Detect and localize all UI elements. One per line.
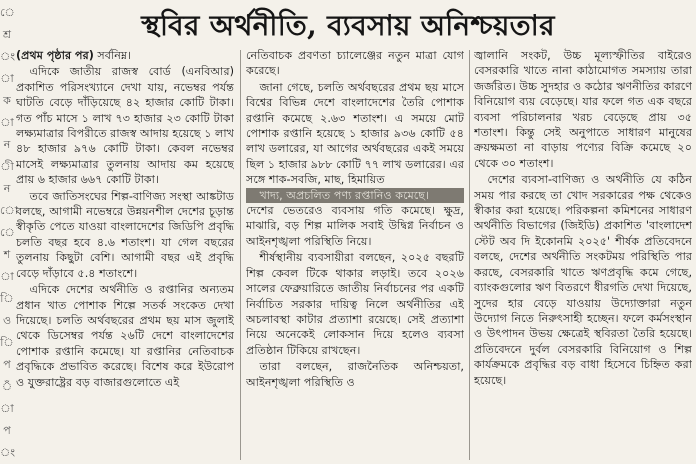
fragment-glyph: ও — [2, 314, 12, 327]
paragraph: এদিকে দেশের অর্থনীতি ও রপ্তানির অন্যতম প্রধান খাত পোশাক শিল্পে সতর্ক সংকেত দেখা দিয়েছে। চলতি অর্থবছরের প্রথম ছয় মাস জুলাই থেকে ডিসেম্বর পর্যন্ত ২৬টি দেশে বাংলাদেশের পোশাক রপ্তানি কমেছে। যা রপ্তানির নেতিবাচক প্রবৃদ্ধিকে প্রভাবিত করেছে। বিশেষ করে ইউরোপ ও যুক্তরাষ্ট্রের বড় বাজারগুলোতে এই — [16, 283, 234, 389]
fragment-glyph: া — [0, 402, 14, 415]
article-column-1 — [16, 48, 234, 460]
fragment-glyph: ঁ — [1, 380, 13, 393]
headline: স্থবির অর্থনীতি, ব্যবসায় অনিশ্চয়তার — [141, 9, 555, 42]
paragraph: এদিকে জাতীয় রাজস্ব বোর্ড (এনবিআর) প্রকাশিত পরিসংখ্যানে দেখা যায়, নভেম্বর পর্যন্ত ঘাটতি বেড়ে দাঁড়িয়েছে ৪২ হাজার কোটি টাকা। গত পাঁচ মাসে ১ লাখ ৭৩ হাজার ২৩ কোটি টাকা লক্ষ্যমাত্রার বিপরীতে রাজস্ব আদায় হয়েছে ১ লাখ ৪৮ হাজার ৯৭৬ কোটি টাকা। কেবল নভেম্বর মাসেই লক্ষ্যমাত্রার তুলনায় আদায় কম হয়েছে প্রায় ৬ হাজার ৬৬৭ কোটি টাকা। — [16, 65, 234, 187]
fragment-glyph: শ্র — [3, 28, 11, 41]
fragment-glyph: ন — [3, 182, 11, 195]
faded-text-band: খাদ্য, অপ্রচলিত পণ্য রপ্তানিও কমেছে। — [246, 188, 464, 203]
column-divider — [240, 50, 241, 460]
fragment-glyph: ী — [0, 160, 14, 173]
fragment-glyph: ি — [0, 336, 14, 349]
paragraph-text: দেশের ভেতরেও ব্যবসায় গতি কমেছে। ক্ষুদ্র, মাঝারি, বড় শিল্প মালিক সবাই উদ্বিগ্ন নির্বাচন ও আইনশৃঙ্খলা পরিস্থিতি নিয়ে। — [246, 204, 464, 248]
paragraph — [16, 48, 234, 63]
paragraph: নেতিবাচক প্রবণতা চ্যালেঞ্জের নতুন মাত্রা যোগ করেছে। — [246, 49, 464, 78]
fragment-glyph: া — [0, 116, 14, 129]
paragraph: জ্বালানি সংকট, উচ্চ মূল্যস্ফীতির বাইরেও বেসরকারি খাতে নানা কাঠামোগত সমস্যায় তারা জর্জরিত। উচ্চ সুদহার ও কঠোর ঋণনীতির কারণে বিনিয়োগ ব্যয় বেড়েছে। যার ফলে গত এক বছরে ব্যবসা পরিচালনার খরচ বেড়েছে প্রায় ৩৫ শতাংশ। কিন্তু সেই অনুপাতে সাধারণ মানুষের ক্রয়ক্ষমতা না বাড়ায় পণ্যের বিক্রি কমেছে ২০ থেকে ৩০ শতাংশ। — [474, 49, 692, 170]
paragraph — [246, 80, 464, 249]
fragment-glyph: ে — [0, 6, 15, 19]
fragment-glyph: ে — [0, 226, 15, 239]
paragraph-text: সর্বনিম্ন। — [93, 49, 132, 62]
fragment-glyph: া — [0, 270, 14, 283]
paragraph: দেশের ব্যবসা-বাণিজ্য ও অর্থনীতি যে কঠিন সময় পার করছে তা খোদ সরকারের পক্ষ থেকেও স্বীকার করা হয়েছে। পরিকল্পনা কমিশনের সাধারণ অর্থনীতি বিভাগের (জিইডি) প্রকাশিত 'বাংলাদেশ স্টেট অব দি ইকোনমি ২০২৫' শীর্ষক প্রতিবেদনে বলছে, দেশের অর্থনীতি সংকটময় পরিস্থিতি পার করছে, বেসরকারি খাতে ঋণপ্রবৃদ্ধি কমে গেছে, ব্যাংকগুলোর ঋণ বিতরণে ধীরগতি দেখা দিয়েছে, সুদের হার বেড়ে যাওয়ায় উদ্যোক্তারা নতুন উদ্যোগ নিতে নিরুৎসাহী হচ্ছেন। ফলে কর্মসংস্থান ও উৎপাদন উভয় ক্ষেত্রেই স্থবিরতা তৈরি হয়েছে। প্রতিবেদনে দুর্বল বেসরকারি বিনিয়োগ ও শিল্প কার্যক্রমকে প্রবৃদ্ধির বড় বাধা হিসেবে চিহ্নিত করা হয়েছে। — [474, 173, 692, 387]
fragment-glyph: া — [0, 72, 14, 85]
fragment-glyph: ন — [3, 138, 11, 151]
paragraph: তারা বলছেন, রাজনৈতিক অনিশ্চয়তা, আইনশৃঙ্খলা পরিস্থিতি ও — [246, 360, 464, 389]
fragment-glyph: প — [3, 358, 11, 371]
column-divider — [469, 50, 470, 460]
fragment-glyph: ো — [0, 204, 18, 217]
continuation-marker: (প্রথম পৃষ্ঠার পর) — [16, 49, 94, 62]
fragment-glyph: শ — [3, 248, 11, 261]
article-column-3 — [474, 48, 692, 460]
adjacent-column-fragment — [0, 2, 18, 462]
paragraph-text: জানা গেছে, চলতি অর্থবছরের প্রথম ছয় মাসে বিশ্বের বিভিন্ন দেশে বাংলাদেশের তৈরি পোশাক রপ্তানি কমেছে ২.৬৩ শতাংশ। এ সময়ে মোট পোশাক রপ্তানি হয়েছে ১ হাজার ৯৩৬ কোটি ৫৪ লাখ ডলারের, যা আগের অর্থবছরের একই সময়ে ছিল ১ হাজার ৯৮৮ কোটি ৭৭ লাখ ডলারের। এর সঙ্গে শাক-সবজি, মাছ, হিমায়িত — [246, 80, 464, 187]
paragraph: তবে জাতিসংঘের শিল্প-বাণিজ্য সংস্থা আঙ্কটাড বলছে, আগামী নভেম্বরে উন্নয়নশীল দেশের চূড়ান্ত স্বীকৃতি পেতে যাওয়া বাংলাদেশের জিডিপি প্রবৃদ্ধি চলতি বছর হবে ৪.৬ শতাংশ। যা গেল বছরের তুলনায় কিছুটা বেশি। আগামী বছর এই প্রবৃদ্ধি বেড়ে দাঁড়াবে ৫.৪ শতাংশে। — [16, 189, 234, 280]
paragraph: শীর্ষস্থানীয় ব্যবসায়ীরা বলছেন, ২০২৫ বছরটি শিল্প কেবল টিকে থাকার লড়াই। তবে ২০২৬ সালের ফেব্রুয়ারিতে জাতীয় নির্বাচনের পর একটি নির্বাচিত সরকার দায়িত্ব নিলে অর্থনীতির এই অচলাবস্থা কাটার প্রত্যাশা রয়েছে। সেই প্রত্যাশা নিয়ে অনেকেই লোকসান দিয়ে হলেও ব্যবসা প্রতিষ্ঠান টিকিয়ে রাখছেন। — [246, 251, 464, 357]
article-column-2 — [246, 48, 464, 460]
fragment-glyph: ক — [3, 94, 11, 107]
fragment-glyph: প — [3, 424, 11, 437]
fragment-glyph: ং — [0, 50, 16, 63]
fragment-glyph: ি — [0, 292, 14, 305]
fragment-glyph: ং — [0, 446, 16, 459]
